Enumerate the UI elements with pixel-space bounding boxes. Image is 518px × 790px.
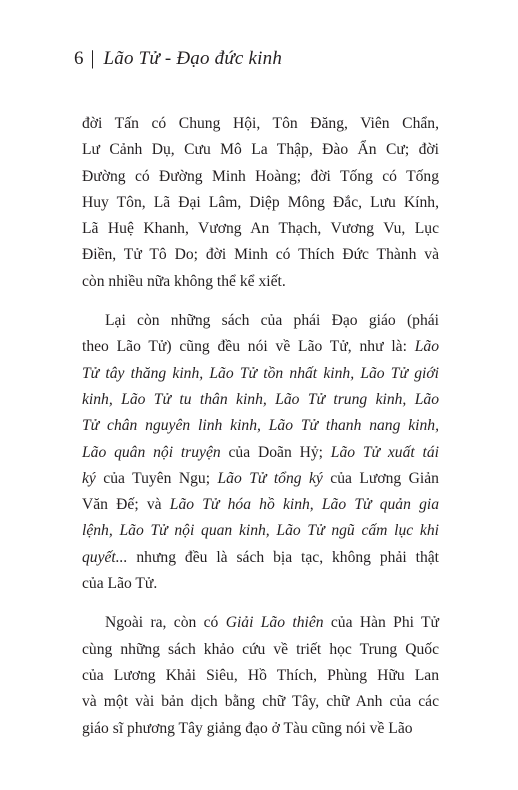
text-line <box>82 637 439 663</box>
text-segment: của Lương Giản <box>322 469 439 487</box>
text-line <box>82 164 439 190</box>
italic-title-text: Lão Tử xuất tái <box>330 443 439 461</box>
text-segment: Ngoài ra, còn có <box>105 614 226 632</box>
text-segment: Điền, Tử Tô Do; đời Minh có Thích Đức Thành và <box>82 246 439 264</box>
text-segment: Lư Cảnh Dụ, Cưu Mô La Thập, Đào Ẩn Cư; đời <box>82 141 439 159</box>
italic-title-text: Tử chân nguyên linh kinh, Lão Tử thanh nang kinh, <box>82 417 439 435</box>
text-line <box>82 440 439 466</box>
text-line <box>82 361 439 387</box>
paragraph-taoist-books <box>82 308 439 597</box>
text-line <box>82 492 439 518</box>
page-header <box>74 44 282 72</box>
text-segment: Lại còn những sách của phái Đạo giáo (phái <box>105 312 439 330</box>
text-line <box>82 689 439 715</box>
italic-title-text: Lão <box>414 338 439 356</box>
italic-title-text: Lão Tử tổng ký <box>217 469 323 487</box>
paragraph-other-studies <box>82 610 439 741</box>
italic-title-text: quyết... <box>82 548 128 566</box>
italic-title-text: Lão quân nội truyện <box>82 443 221 461</box>
text-segment: Văn Đế; và <box>82 496 170 514</box>
text-line <box>82 334 439 360</box>
italic-title-text: ký <box>82 469 96 487</box>
italic-title-text: lệnh, Lão Tử nội quan kinh, Lão Tử ngũ cấm lục khi <box>82 522 439 540</box>
italic-title-text: Tử tây thăng kinh, Lão Tử tồn nhất kinh, Lão Tử giới <box>82 364 439 382</box>
text-line <box>82 610 439 636</box>
text-line <box>82 190 439 216</box>
text-segment: theo Lão Tử) cũng đều nói về Lão Tử, như là: <box>82 338 415 356</box>
text-segment: giáo sĩ phương Tây giảng đạo ở Tàu cũng nói về Lão <box>82 719 413 737</box>
text-segment: và một vài bản dịch bằng chữ Tây, chữ Anh của các <box>82 693 439 711</box>
text-line <box>82 716 439 742</box>
text-line <box>82 663 439 689</box>
text-segment: nhưng đều là sách bịa tạc, không phải thật <box>127 548 439 566</box>
text-line <box>82 466 439 492</box>
text-line <box>82 413 439 439</box>
text-segment: của Lương Khải Siêu, Hồ Thích, Phùng Hữu Lan <box>82 666 439 684</box>
text-segment: của Tuyên Ngu; <box>95 469 218 487</box>
text-segment: của Hàn Phi Tử <box>323 614 440 632</box>
text-segment: còn nhiều nữa không thể kể xiết. <box>82 272 286 290</box>
italic-title-text: Lão Tử hóa hồ kinh, Lão Tử quản gia <box>169 496 439 514</box>
header-separator: | <box>90 47 95 69</box>
text-segment: của Lão Tử. <box>82 575 158 593</box>
text-line <box>82 242 439 268</box>
paragraph-commentators <box>82 111 439 295</box>
text-line <box>82 216 439 242</box>
italic-title-text: kinh, Lão Tử tu thân kinh, Lão Tử trung kinh, Lão <box>82 390 439 408</box>
text-segment: cùng những sách khảo cứu về triết học Trung Quốc <box>82 640 439 658</box>
text-segment: của Doãn Hỷ; <box>220 443 331 461</box>
page-number: 6 <box>74 47 84 69</box>
text-line <box>82 387 439 413</box>
text-segment: Lã Huệ Khanh, Vương An Thạch, Vương Vu, Lục <box>82 220 439 238</box>
text-line <box>82 137 439 163</box>
text-line <box>82 571 439 597</box>
text-segment: đời Tấn có Chung Hội, Tôn Đăng, Viên Chẩn, <box>82 115 439 132</box>
text-line <box>82 518 439 544</box>
text-line <box>82 269 439 295</box>
text-line <box>82 545 439 571</box>
text-line <box>82 111 439 137</box>
running-title: Lão Tử - Đạo đức kinh <box>103 47 283 69</box>
italic-title-text: Giải Lão thiên <box>225 614 324 632</box>
text-line <box>82 308 439 334</box>
body-text <box>82 111 439 742</box>
text-segment: Huy Tôn, Lã Đại Lâm, Diệp Mông Đắc, Lưu Kính, <box>82 193 439 211</box>
text-segment: Đường có Đường Minh Hoàng; đời Tống có Tống <box>82 167 439 185</box>
